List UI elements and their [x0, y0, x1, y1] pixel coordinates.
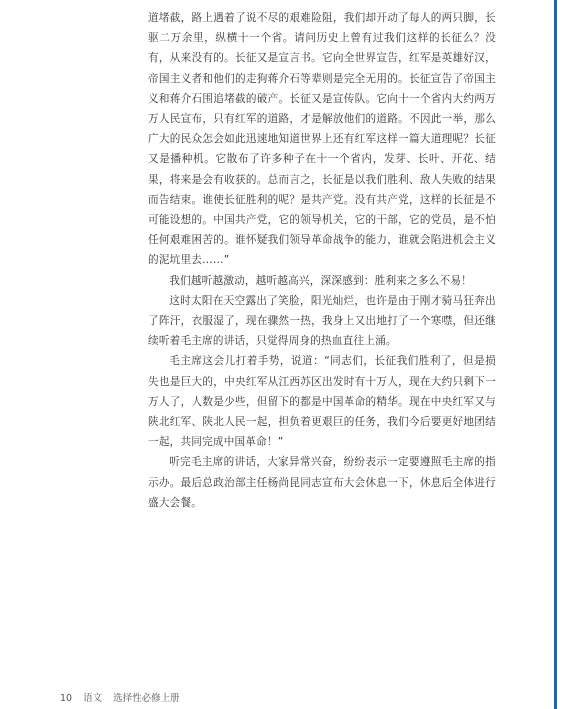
- page-footer: [60, 692, 188, 706]
- paragraph-2: 我们越听越激动，越听越高兴，深深感到：胜利来之多么不易！: [169, 274, 472, 287]
- page-content: [148, 8, 496, 513]
- page-number: 10: [60, 693, 73, 704]
- footer-subject: 语文: [83, 693, 103, 704]
- paragraph-3: 这时太阳在天空露出了笑脸，阳光灿烂，也许是由于刚才骑马狂奔出了阵汗，衣服湿了，现在骤然一热，我身上又出地打了一个寒噤，但还继续听着毛主席的讲话，只觉得周身的热血直往上涌。: [148, 294, 496, 348]
- paragraph-1: 道堵截，路上遇着了说不尽的艰难险阻，我们却开动了每人的两只脚，长驱二万余里，纵横十一个省。请问历史上曾有过我们这样的长征么？没有，从来没有的。长征又是宣言书。它向全世界宣告，红军是英雄好汉，帝国主义者和他们的走狗蒋介石等辈则是完全无用的。长征宣告了帝国主义和蒋介石围追堵截的破产。长征又是宣传队。它向十一个省内大约两万万人民宣布，只有红军的道路，才是解放他们的道路。不因此一举，那么广大的民众怎会如此迅速地知道世界上还有红军这样一篇大道理呢？长征又是播种机。它散布了许多种子在十一个省内，发芽、长叶、开花、结果，将来是会有收获的。总而言之，长征是以我们胜利、敌人失败的结果而告结束。谁使长征胜利的呢？是共产党。没有共产党，这样的长征是不可能设想的。中国共产党，它的领导机关，它的干部，它的党员，是不怕任何艰难困苦的。谁怀疑我们领导革命战争的能力，谁就会陷进机会主义的泥坑里去……”: [148, 12, 496, 267]
- paragraph-4: 毛主席这会儿打着手势，说道：“同志们，长征我们胜利了，但是损失也是巨大的，中央红军从江西苏区出发时有十万人，现在大约只剩下一万人了，人数是少些，但留下的都是中国革命的精华。现在中央红军又与陕北红军、陕北人民一起，担负着更艰巨的任务，我们今后要更好地团结一起，共同完成中国革命！”: [148, 355, 496, 449]
- footer-book-title: 选择性必修上册: [113, 693, 180, 704]
- paragraph-5: 听完毛主席的讲话，大家异常兴奋，纷纷表示一定要遵照毛主席的指示办。最后总政治部主任杨尚昆同志宣布大会休息一下，休息后全体进行盛大会餐。: [148, 456, 496, 509]
